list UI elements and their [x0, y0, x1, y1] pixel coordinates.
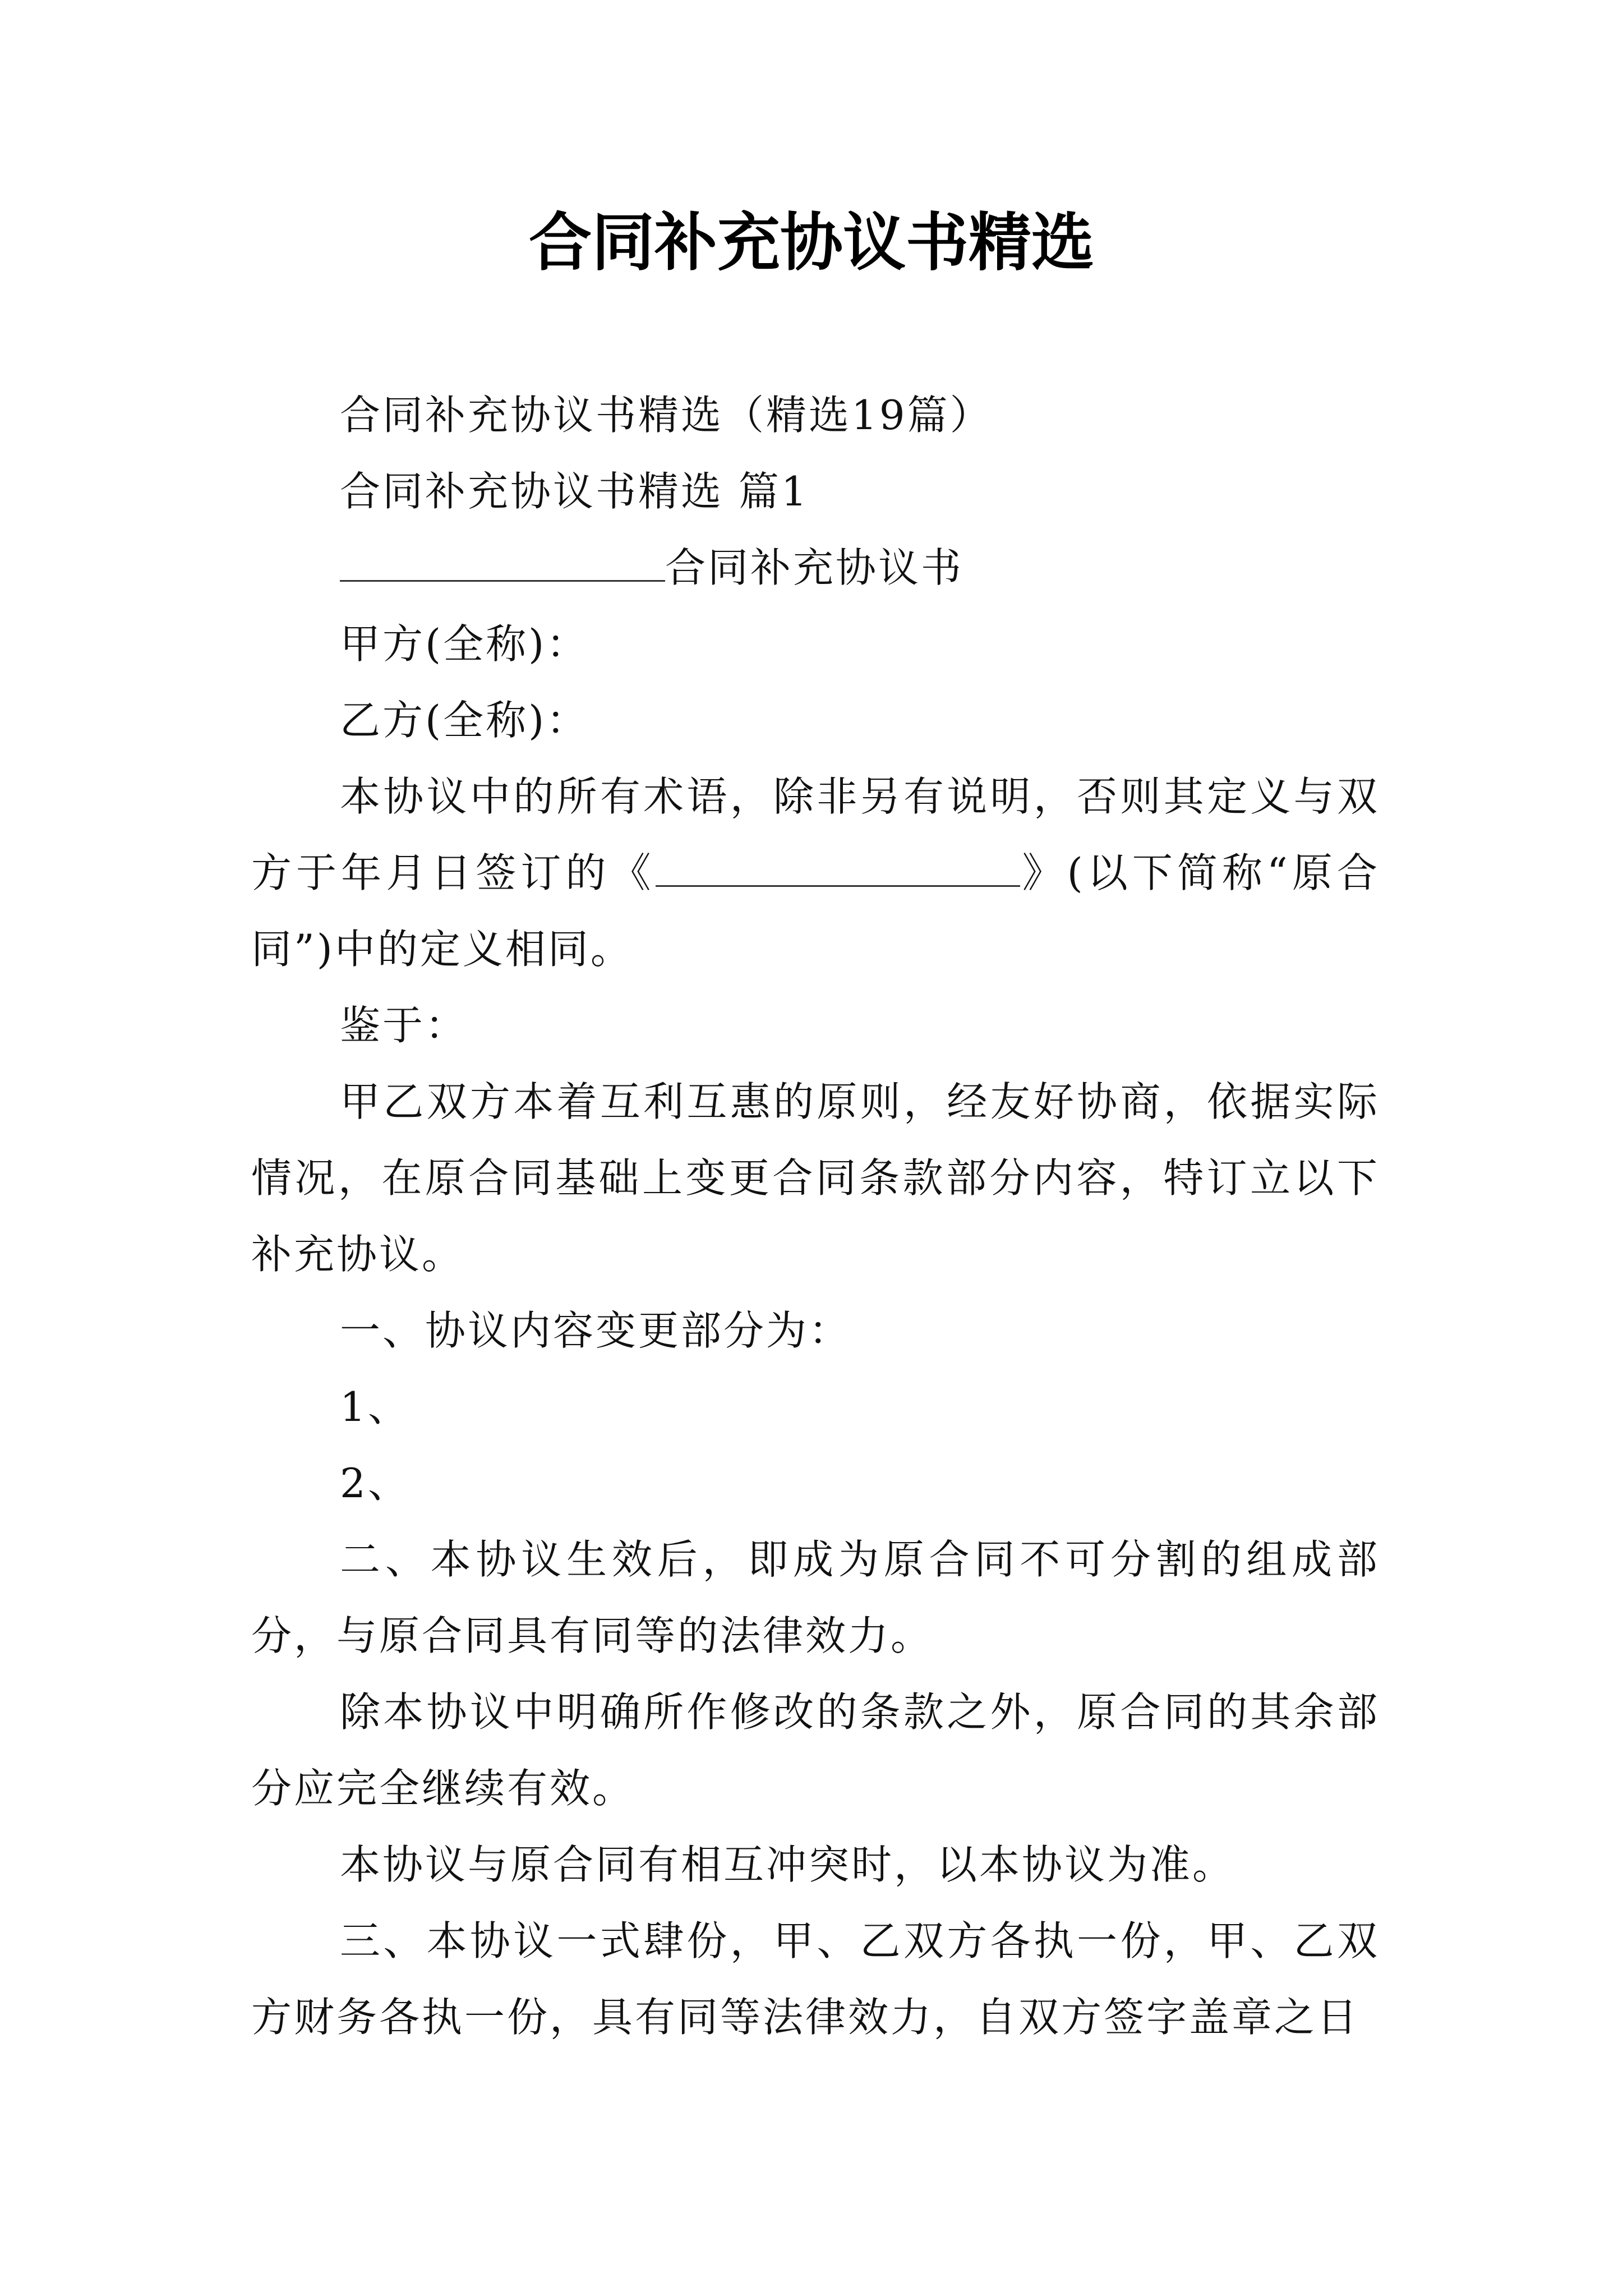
party-b-line: 乙方(全称)：: [340, 697, 589, 744]
intro-line: 合同补充协议书精选（精选19篇）: [340, 392, 993, 439]
conflict-paragraph: 本协议与原合同有相互冲突时，以本协议为准。: [340, 1841, 1235, 1888]
blank-line: [340, 537, 665, 582]
clause-1-heading: 一、协议内容变更部分为：: [340, 1307, 852, 1354]
clause-3-paragraph: 三、本协议一式肆份，甲、乙双方各执一份，甲、乙双方财务各执一份，具有同等法律效力，自双方签字盖章之日: [251, 1917, 1380, 2041]
list-item-2: 2、: [340, 1460, 411, 1507]
agreement-title: 合同补充协议书: [665, 544, 964, 591]
party-a-line: 甲方(全称)：: [340, 620, 589, 668]
purpose-paragraph: 甲乙双方本着互利互惠的原则，经友好协商，依据实际情况，在原合同基础上变更合同条款部分内容，特订立以下补充协议。: [251, 1078, 1380, 1278]
terms-text-after: 》(以下简称“原合同”)中的定义相同。: [251, 849, 1380, 973]
document-title: 合同补充协议书精选: [529, 206, 1094, 279]
agreement-title-line: [251, 530, 1380, 606]
clause-2-paragraph: 二、本协议生效后，即成为原合同不可分割的组成部分，与原合同具有同等的法律效力。: [251, 1536, 1380, 1659]
terms-text-before: 本协议中的所有术语，除非另有说明，否则其定义与双方于年月日签订的《: [251, 773, 1380, 896]
remaining-terms-paragraph: 除本协议中明确所作修改的条款之外，原合同的其余部分应完全继续有效。: [251, 1688, 1380, 1812]
contract-name-blank: [656, 843, 1020, 887]
section-heading: 合同补充协议书精选 篇1: [340, 468, 809, 515]
whereas-line: 鉴于：: [340, 1002, 468, 1049]
document-body: [251, 377, 1380, 2055]
terms-definition-paragraph: [251, 758, 1380, 987]
list-item-1: 1、: [340, 1383, 411, 1430]
